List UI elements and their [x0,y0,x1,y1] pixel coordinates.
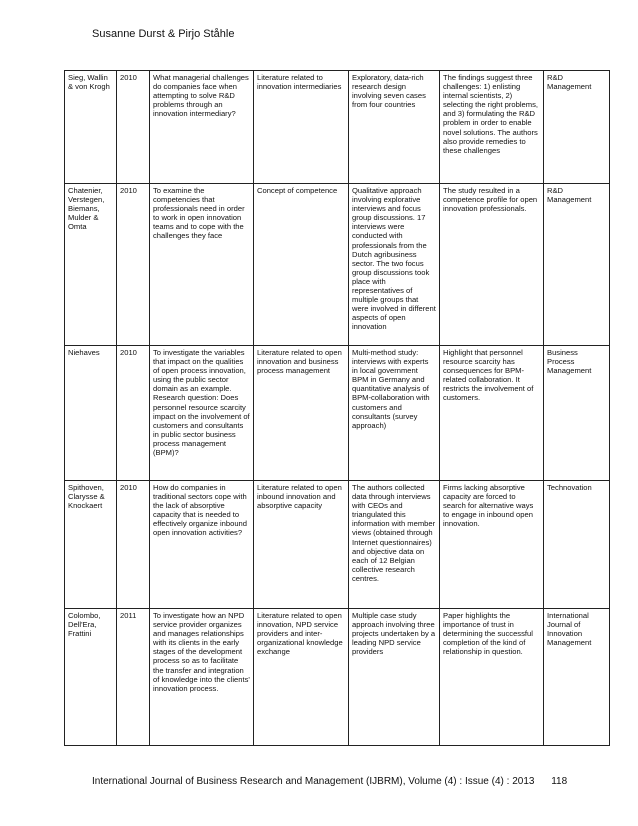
cell-authors: Spithoven, Clarysse & Knockaert [65,481,117,609]
cell-authors: Chatenier, Verstegen, Biemans, Mulder & Omta [65,184,117,346]
cell-year: 2010 [117,346,150,481]
cell-year: 2010 [117,481,150,609]
cell-findings: The study resulted in a competence profile for open innovation professionals. [440,184,544,346]
cell-journal: R&D Management [544,71,610,184]
cell-findings: Firms lacking absorptive capacity are forced to search for alternative ways to engage in inbound open innovation. [440,481,544,609]
table-row [65,184,610,346]
cell-theory: Concept of competence [254,184,349,346]
cell-journal: R&D Management [544,184,610,346]
cell-authors: Niehaves [65,346,117,481]
table-row [65,481,610,609]
cell-purpose: To investigate the variables that impact on the qualities of open process innovation, using the public sector domain as an example. Research question: Does personnel resource scarcity impact on the involvement of customers and consultants in public sector business process management (BPM)? [150,346,254,481]
cell-purpose: To investigate how an NPD service provider organizes and manages relationships with its clients in the early stages of the development process so as to facilitate the transfer and integration of knowledge into the clients' innovation process. [150,609,254,746]
cell-journal: Technovation [544,481,610,609]
cell-method: The authors collected data through interviews with CEOs and triangulated this information with member views (obtained through Internet questionnaires) and objective data on each of 12 Belgian collective research centres. [349,481,440,609]
cell-purpose: To examine the competencies that professionals need in order to work in open innovation teams and to cope with the challenges they face [150,184,254,346]
cell-findings: The findings suggest three challenges: 1) enlisting internal scientists, 2) selecting the right problems, and 3) formulating the R&D problem in order to enable novel solutions. The authors also provide remedies to these challenges [440,71,544,184]
journal-citation: International Journal of Business Research and Management (IJBRM), Volume (4) : Issue (4) : 2013 [92,776,535,787]
table-row [65,609,610,746]
cell-journal: Business Process Management [544,346,610,481]
cell-authors: Colombo, Dell'Era, Frattini [65,609,117,746]
cell-purpose: How do companies in traditional sectors cope with the lack of absorptive capacity that is needed to effectively organize inbound open innovation activities? [150,481,254,609]
cell-theory: Literature related to open innovation, NPD service providers and inter-organizational knowledge exchange [254,609,349,746]
cell-authors: Sieg, Wallin & von Krogh [65,71,117,184]
page-footer [92,776,567,787]
cell-journal: International Journal of Innovation Management [544,609,610,746]
table-row [65,71,610,184]
cell-theory: Literature related to open inbound innovation and absorptive capacity [254,481,349,609]
cell-method: Multi-method study: interviews with experts in local government BPM in Germany and quantitative analysis of BPM-collaboration with customers and consultants (survey approach) [349,346,440,481]
cell-method: Qualitative approach involving explorative interviews and focus group discussions. 17 interviews were conducted with professionals from the Dutch agribusiness sector. The two focus group discussions took place with representatives of multiple groups that were involved in different aspects of open innovation [349,184,440,346]
cell-findings: Paper highlights the importance of trust in determining the successful completion of the kind of relationship in question. [440,609,544,746]
cell-year: 2011 [117,609,150,746]
table-body [65,71,610,746]
cell-theory: Literature related to innovation intermediaries [254,71,349,184]
cell-findings: Highlight that personnel resource scarcity has consequences for BPM-related collaboration. It restricts the involvement of customers. [440,346,544,481]
cell-year: 2010 [117,71,150,184]
table-row [65,346,610,481]
cell-year: 2010 [117,184,150,346]
literature-review-table [64,70,610,746]
cell-method: Multiple case study approach involving three projects undertaken by a leading NPD service providers [349,609,440,746]
cell-theory: Literature related to open innovation and business process management [254,346,349,481]
cell-method: Exploratory, data-rich research design involving seven cases from four countries [349,71,440,184]
page-number: 118 [551,776,568,787]
page-header: Susanne Durst & Pirjo Ståhle [92,28,235,40]
cell-purpose: What managerial challenges do companies face when attempting to solve R&D problems through an innovation intermediary? [150,71,254,184]
